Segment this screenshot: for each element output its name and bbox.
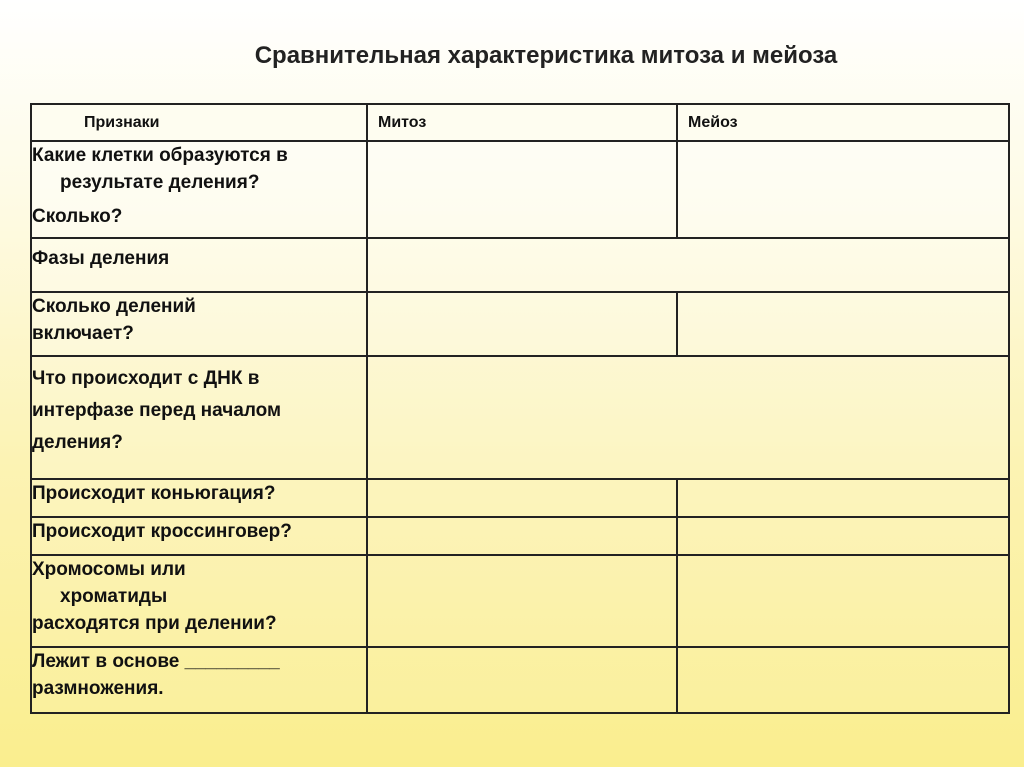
comparison-table (30, 103, 1010, 714)
question-cell-chromosomes (31, 555, 367, 647)
question-line: Происходит коньюгация? (32, 483, 276, 504)
mitosis-answer-cell[interactable] (367, 141, 677, 238)
header-meiosis: Мейоз (677, 104, 1009, 141)
question-line: размножения. (32, 678, 164, 699)
question-cell-crossing-over (31, 517, 367, 555)
question-line: Сколько делений (32, 296, 196, 317)
question-cell-conjugation (31, 479, 367, 517)
mitosis-answer-cell[interactable] (367, 647, 677, 713)
page-title: Сравнительная характеристика митоза и мейоза (254, 42, 838, 69)
question-cell-phases (31, 238, 367, 292)
table-header-row (31, 104, 1009, 141)
table-row (31, 479, 1009, 517)
table-row (31, 141, 1009, 238)
question-line: Лежит в основе _________ (32, 651, 280, 672)
meiosis-answer-cell[interactable] (677, 555, 1009, 647)
question-cell-division-count (31, 292, 367, 356)
meiosis-answer-cell[interactable] (677, 479, 1009, 517)
question-line: Что происходит с ДНК в (32, 368, 260, 389)
question-line: хроматиды (60, 586, 168, 607)
merged-answer-cell[interactable] (367, 238, 1009, 292)
table-row (31, 517, 1009, 555)
mitosis-answer-cell[interactable] (367, 555, 677, 647)
meiosis-answer-cell[interactable] (677, 141, 1009, 238)
question-line: Происходит кроссинговер? (32, 521, 292, 542)
header-mitosis: Митоз (367, 104, 677, 141)
mitosis-answer-cell[interactable] (367, 292, 677, 356)
question-cell-dna-interphase (31, 356, 367, 479)
question-line: результате деления? (60, 172, 260, 193)
mitosis-answer-cell[interactable] (367, 517, 677, 555)
table-row (31, 555, 1009, 647)
meiosis-answer-cell[interactable] (677, 647, 1009, 713)
header-sign: Признаки (31, 104, 367, 141)
question-line: расходятся при делении? (32, 613, 277, 634)
table-row (31, 647, 1009, 713)
question-line: Сколько? (32, 206, 123, 227)
question-line: деления? (32, 432, 123, 453)
meiosis-answer-cell[interactable] (677, 292, 1009, 356)
question-cell-reproduction (31, 647, 367, 713)
question-line: Хромосомы или (32, 559, 186, 580)
meiosis-answer-cell[interactable] (677, 517, 1009, 555)
question-line: Какие клетки образуются в (32, 145, 288, 166)
merged-answer-cell[interactable] (367, 356, 1009, 479)
mitosis-answer-cell[interactable] (367, 479, 677, 517)
table-row (31, 356, 1009, 479)
table-row (31, 292, 1009, 356)
question-line: интерфазе перед началом (32, 400, 282, 421)
question-line: включает? (32, 323, 134, 344)
question-line: Фазы деления (32, 248, 170, 269)
table-row (31, 238, 1009, 292)
question-cell-cells-formed (31, 141, 367, 238)
